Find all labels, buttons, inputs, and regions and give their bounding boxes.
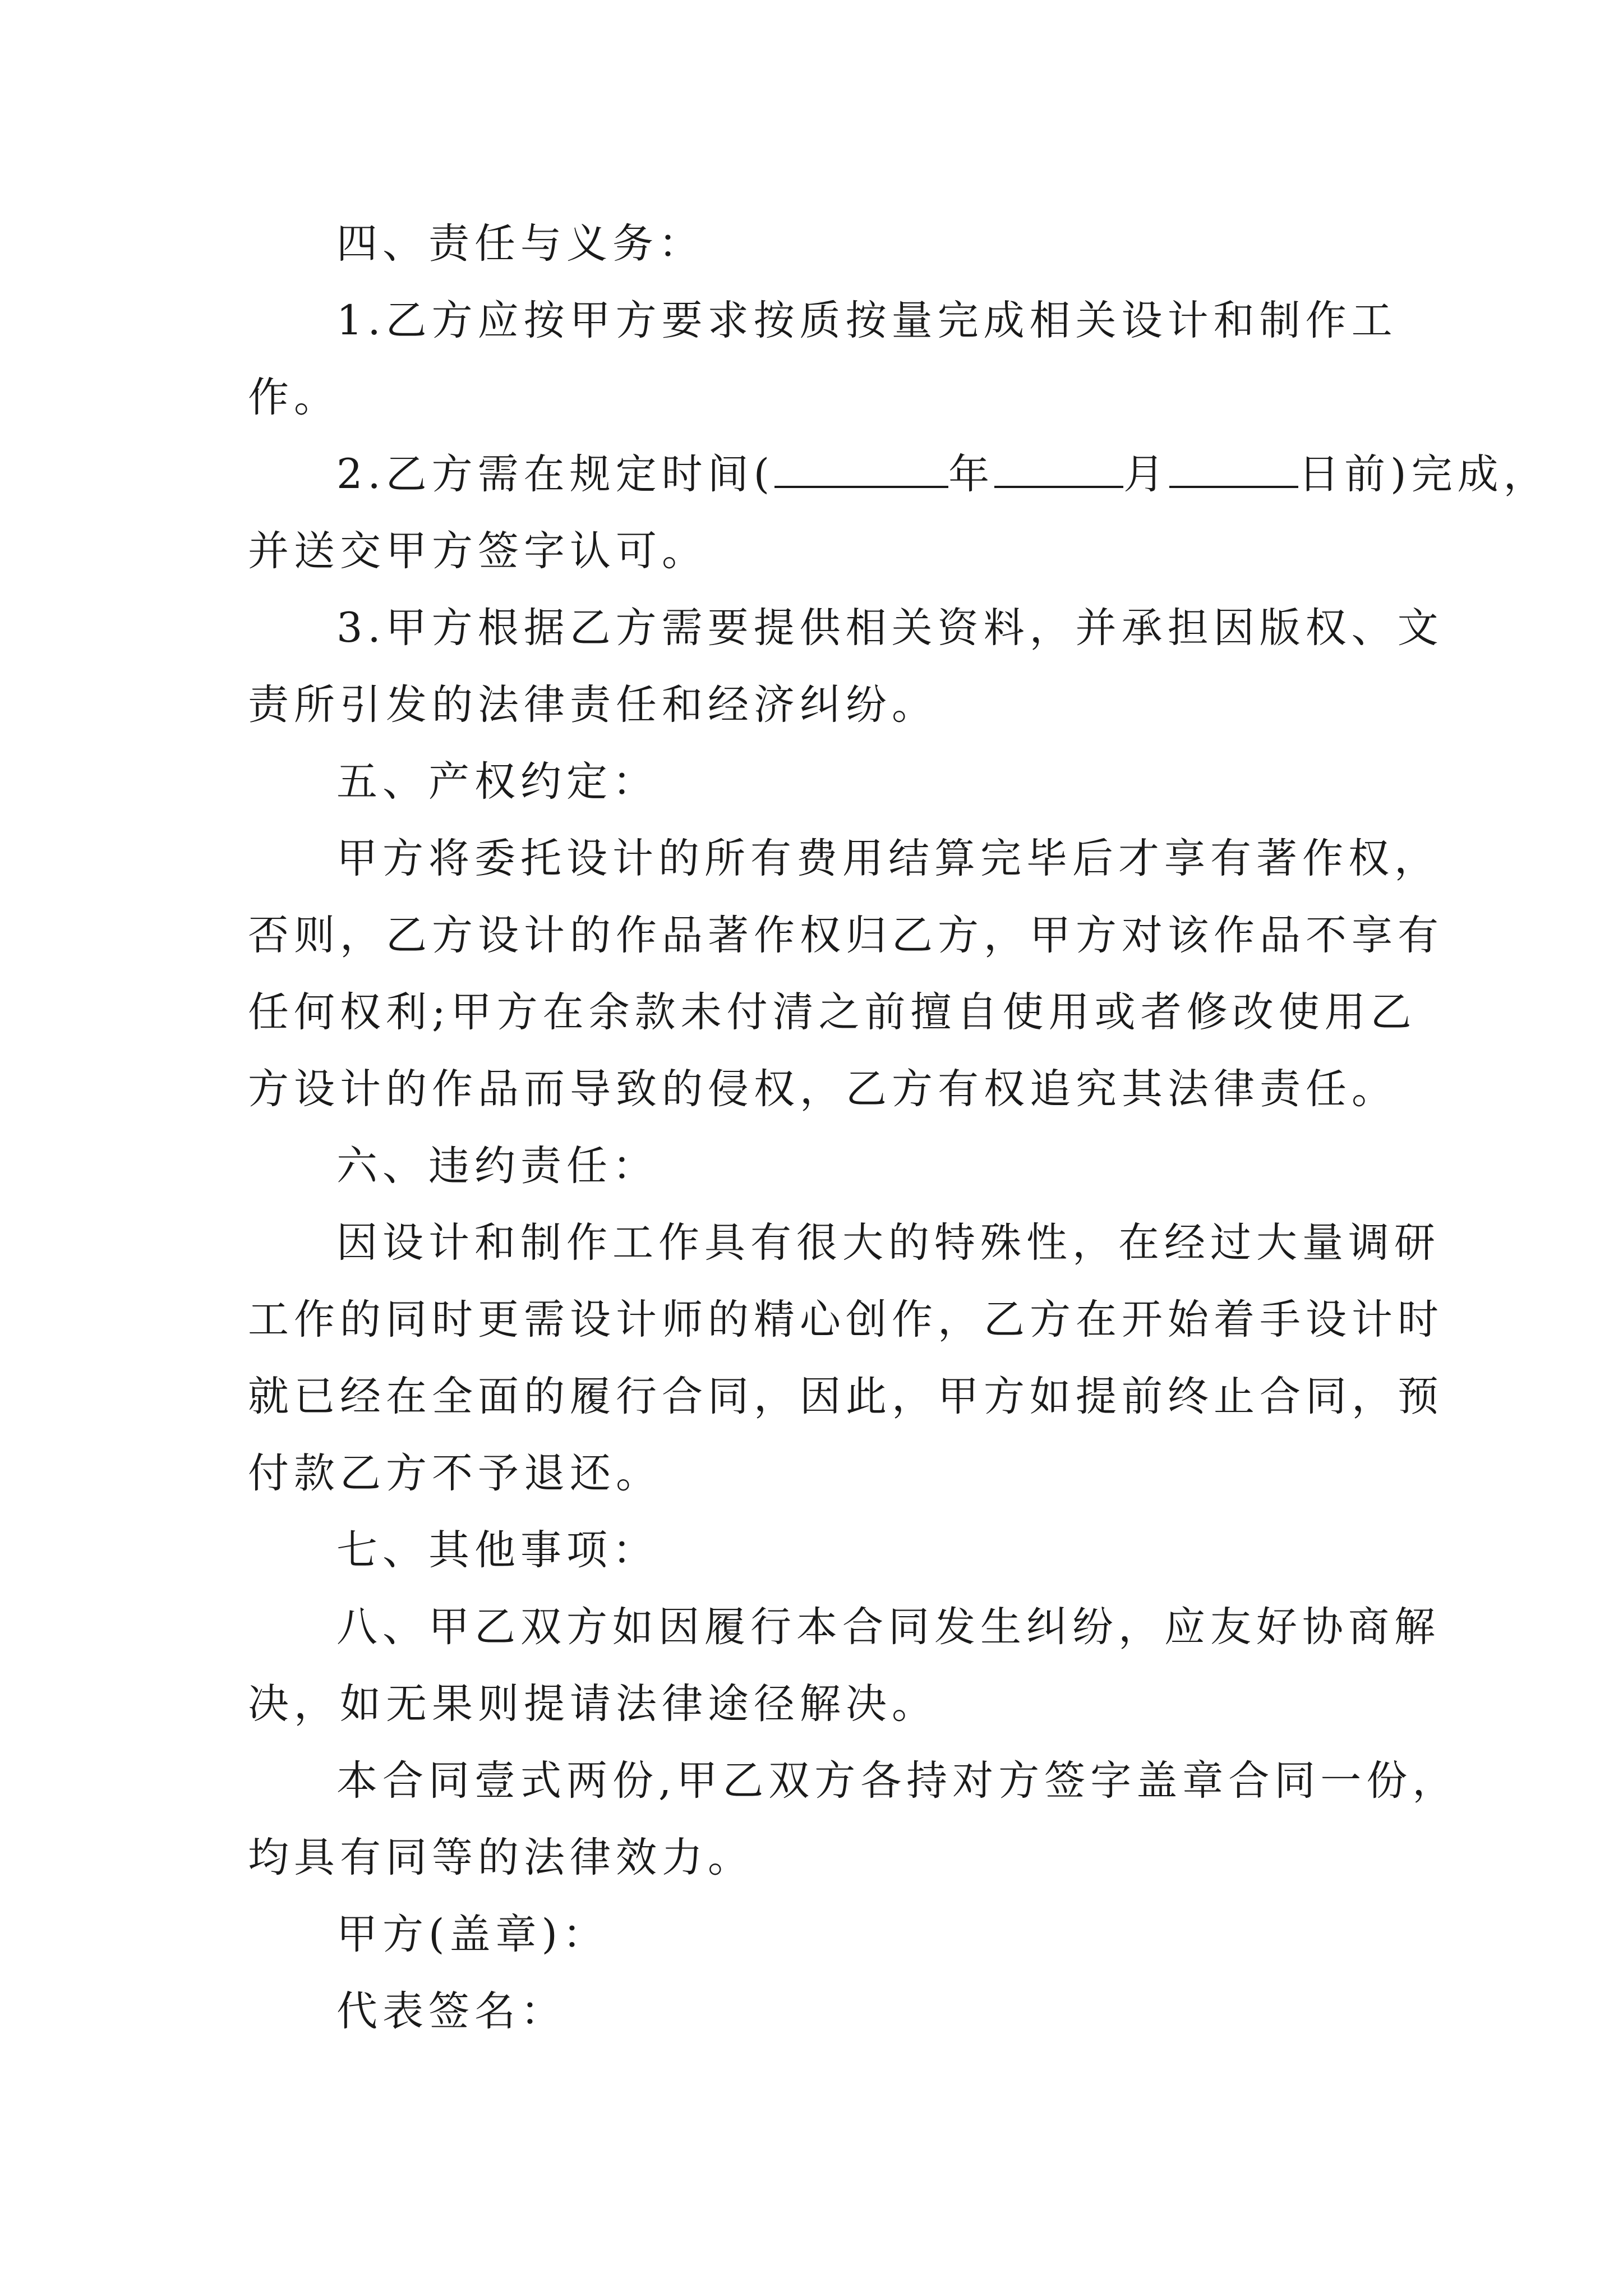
- section6-line2: 工作的同时更需设计师的精心创作，乙方在开始着手设计时: [248, 1296, 1444, 1343]
- section8-line2: 决，如无果则提请法律途径解决。: [248, 1680, 938, 1728]
- section8-line1: 八、甲乙双方如因履行本合同发生纠纷，应友好协商解: [336, 1603, 1440, 1651]
- section5-line3: 任何权利;甲方在余款未付清之前擅自使用或者修改使用乙: [248, 988, 1417, 1036]
- item1-line1: 1.乙方应按甲方要求按质按量完成相关设计和制作工: [336, 297, 1398, 344]
- item2-prefix: 2.乙方需在规定时间(: [336, 450, 775, 498]
- item2-suffix: 日前)完成，: [1298, 450, 1550, 498]
- representative-signature: 代表签名：: [336, 1987, 566, 2035]
- month-label: 月: [1123, 450, 1170, 498]
- section6-line3: 就已经在全面的履行合同，因此，甲方如提前终止合同，预: [248, 1373, 1444, 1420]
- item2-line2: 并送交甲方签字认可。: [248, 527, 708, 575]
- section6-heading: 六、违约责任：: [336, 1142, 658, 1190]
- item2-line1: [248, 436, 1550, 513]
- item3-line2: 责所引发的法律责任和经济纠纷。: [248, 681, 938, 729]
- section6-line1: 因设计和制作工作具有很大的特殊性，在经过大量调研: [336, 1219, 1440, 1267]
- year-blank: [774, 451, 948, 488]
- section5-line4: 方设计的作品而导致的侵权，乙方有权追究其法律责任。: [248, 1065, 1398, 1113]
- section5-line1: 甲方将委托设计的所有费用结算完毕后才享有著作权，: [336, 835, 1440, 882]
- contract-body: [248, 205, 1550, 2050]
- section7-heading: 七、其他事项：: [336, 1526, 658, 1574]
- copies-line1: 本合同壹式两份,甲乙双方各持对方签字盖章合同一份，: [336, 1757, 1459, 1805]
- item3-line1: 3.甲方根据乙方需要提供相关资料，并承担因版权、文: [336, 604, 1444, 652]
- month-blank: [994, 451, 1123, 488]
- section5-line2: 否则，乙方设计的作品著作权归乙方，甲方对该作品不享有: [248, 912, 1444, 959]
- section6-line4: 付款乙方不予退还。: [248, 1450, 662, 1497]
- party-a-seal: 甲方(盖章)：: [336, 1911, 608, 1958]
- day-blank: [1169, 451, 1298, 488]
- year-label: 年: [948, 450, 995, 498]
- section4-heading: 四、责任与义务：: [336, 220, 704, 268]
- item1-line2: 作。: [248, 374, 340, 421]
- section5-heading: 五、产权约定：: [336, 758, 658, 806]
- copies-line2: 均具有同等的法律效力。: [248, 1834, 754, 1881]
